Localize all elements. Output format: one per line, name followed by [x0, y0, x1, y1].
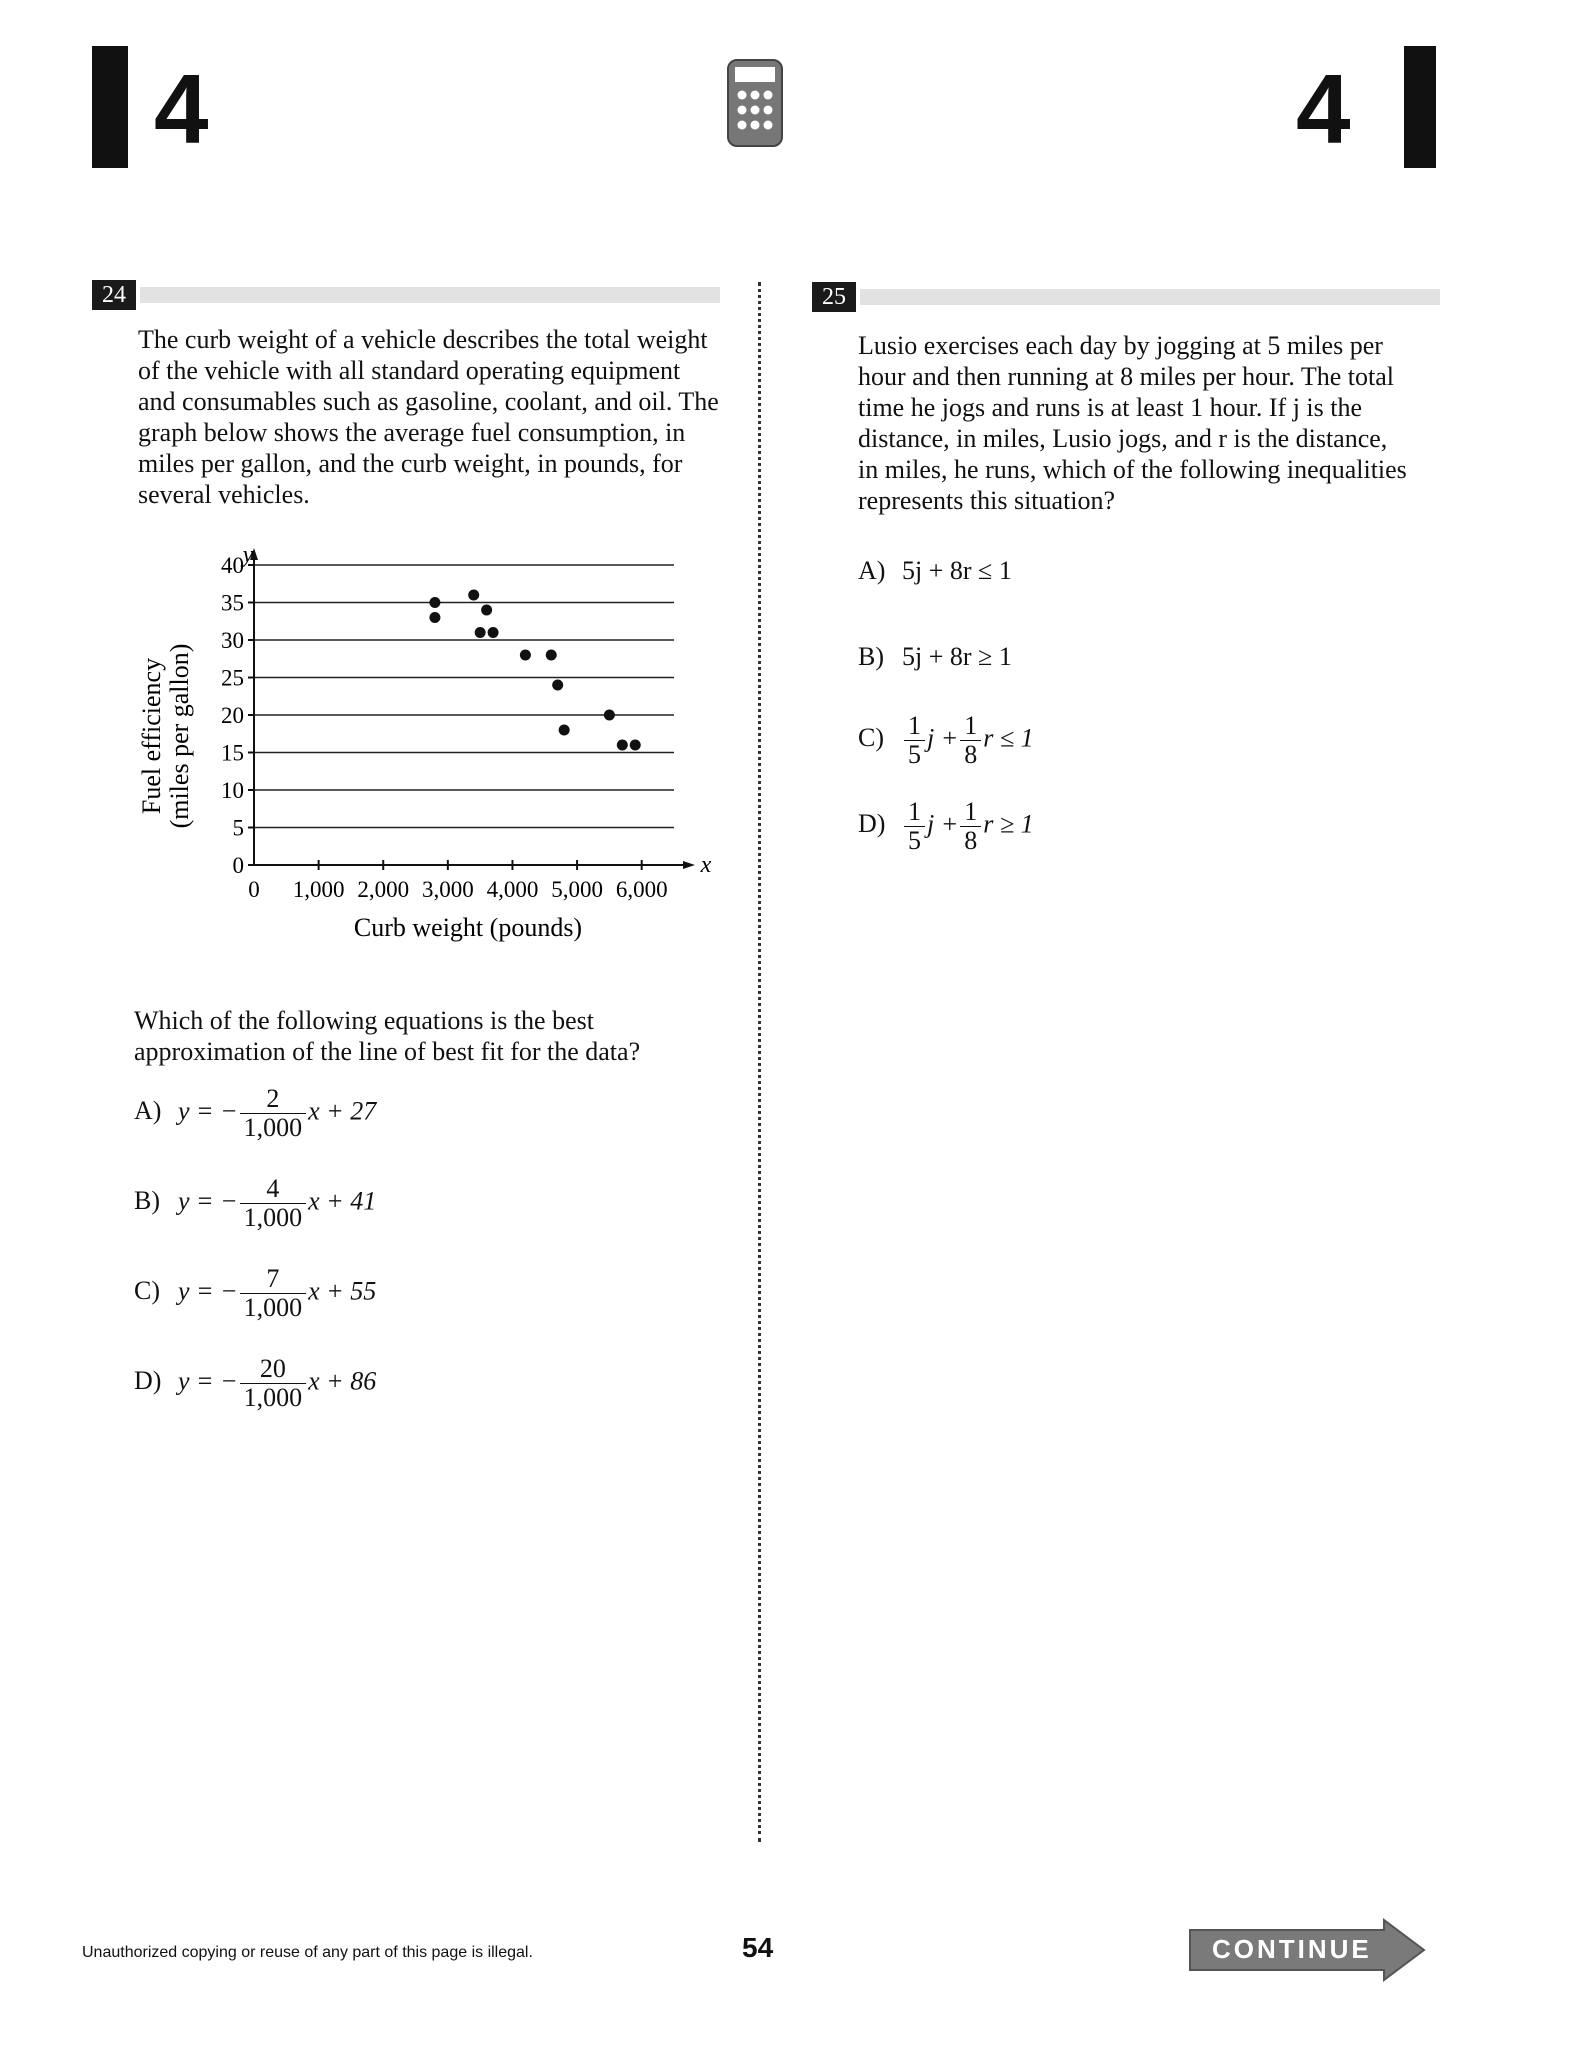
choice-24-c[interactable]: C) y = − $\frac{7}{1,000}$ x + 55	[134, 1264, 377, 1322]
data-point	[546, 650, 557, 661]
data-point	[520, 650, 531, 661]
section-bar-left	[92, 46, 128, 168]
continue-label: CONTINUE	[1212, 1934, 1372, 1964]
question-number-25: 25	[812, 282, 856, 312]
x-axis-label: Curb weight (pounds)	[353, 913, 583, 942]
x-tick-label: 6,000	[615, 877, 668, 902]
y-tick-label: 40	[221, 553, 244, 578]
choice-24-a[interactable]: A) y = − $\frac{2}{1,000}$ x + 27	[134, 1084, 377, 1142]
y-tick-label: 10	[221, 778, 244, 803]
choice-25-c[interactable]: C) $\frac{1}{5}$ j + $\frac{1}{8}$ r ≤ 1	[858, 711, 1034, 769]
choice-label: B)	[858, 642, 884, 671]
question-band-24	[140, 287, 720, 303]
choice-25-d[interactable]: D) $\frac{1}{5}$ j + $\frac{1}{8}$ r ≥ 1	[858, 797, 1034, 855]
y-axis-label-line2: (miles per gallon)	[165, 643, 194, 829]
y-tick-label: 20	[221, 703, 244, 728]
question-24-choices	[134, 1085, 376, 1445]
x-tick-label: 3,000	[421, 877, 474, 902]
calculator-icon	[726, 58, 784, 148]
scatter-chart	[120, 540, 740, 950]
y-tick-label: 35	[221, 590, 244, 616]
section-bar-right	[1404, 46, 1436, 168]
data-point	[429, 612, 440, 623]
question-band-25	[860, 289, 1440, 305]
section-number-left: 4	[154, 54, 209, 164]
y-tick-label: 5	[232, 815, 244, 841]
choice-label: D)	[134, 1366, 162, 1396]
data-point	[468, 590, 479, 601]
choice-label: B)	[134, 1186, 160, 1216]
page-number: 54	[742, 1932, 774, 1963]
x-tick-label: 4,000	[486, 877, 539, 902]
y-tick-label: 15	[221, 740, 244, 766]
data-point	[429, 597, 440, 608]
x-tick-label: 0	[248, 877, 260, 902]
column-divider	[758, 282, 761, 1842]
choice-25-b[interactable]: B) 5j + 8r ≥ 1	[858, 642, 1012, 671]
choice-24-b[interactable]: B) y = − $\frac{4}{1,000}$ x + 41	[134, 1174, 377, 1232]
y-tick-label: 0	[232, 853, 244, 878]
y-tick-label: 30	[221, 628, 244, 653]
copyright-notice: Unauthorized copying or reuse of any part of this page is illegal.	[82, 1944, 533, 1961]
data-point	[552, 680, 563, 691]
choice-label: A)	[858, 556, 886, 585]
data-point	[488, 627, 499, 638]
data-point	[630, 740, 641, 751]
choice-25-a[interactable]: A) 5j + 8r ≤ 1	[858, 556, 1012, 585]
data-point	[559, 725, 570, 736]
y-axis-label-line1: Fuel efficiency	[137, 657, 166, 815]
x-tick-label: 2,000	[357, 877, 410, 902]
data-point	[604, 710, 615, 721]
x-axis-arrow-icon	[683, 861, 695, 869]
question-24-stem: The curb weight of a vehicle describes the total weight of the vehicle with all standard operating equipment and consumables such as gasoline, coolant, and oil. The graph below shows the average fuel consumption, in miles per gallon, and the curb weight, in pounds, for several vehicles.	[138, 325, 719, 509]
section-number-right: 4	[1296, 54, 1351, 164]
question-24-prompt: Which of the following equations is the best approximation of the line of best fit for the data?	[134, 1006, 641, 1066]
continue-button[interactable]	[1188, 1918, 1428, 1982]
choice-label: A)	[134, 1096, 162, 1126]
choice-label: C)	[134, 1276, 160, 1306]
choice-label: D)	[858, 809, 886, 839]
y-tick-label: 25	[221, 665, 244, 691]
x-tick-label: 5,000	[551, 877, 603, 902]
y-axis-letter: y	[242, 542, 254, 568]
choice-label: C)	[858, 723, 884, 753]
data-point	[617, 740, 628, 751]
choice-24-d[interactable]: D) y = − $\frac{20}{1,000}$ x + 86	[134, 1354, 377, 1412]
data-point	[481, 605, 492, 616]
question-number-24: 24	[92, 280, 136, 310]
x-axis-letter: x	[700, 852, 712, 878]
x-tick-label: 1,000	[292, 877, 345, 902]
data-point	[475, 627, 486, 638]
question-25-stem: Lusio exercises each day by jogging at 5 miles per hour and then running at 8 miles per hour. The total time he jogs and runs is at least 1 hour. If j is the distance, in miles, Lusio jogs, and r is the distance, in miles, he runs, which of the following inequalities represents this situation?	[858, 331, 1407, 515]
